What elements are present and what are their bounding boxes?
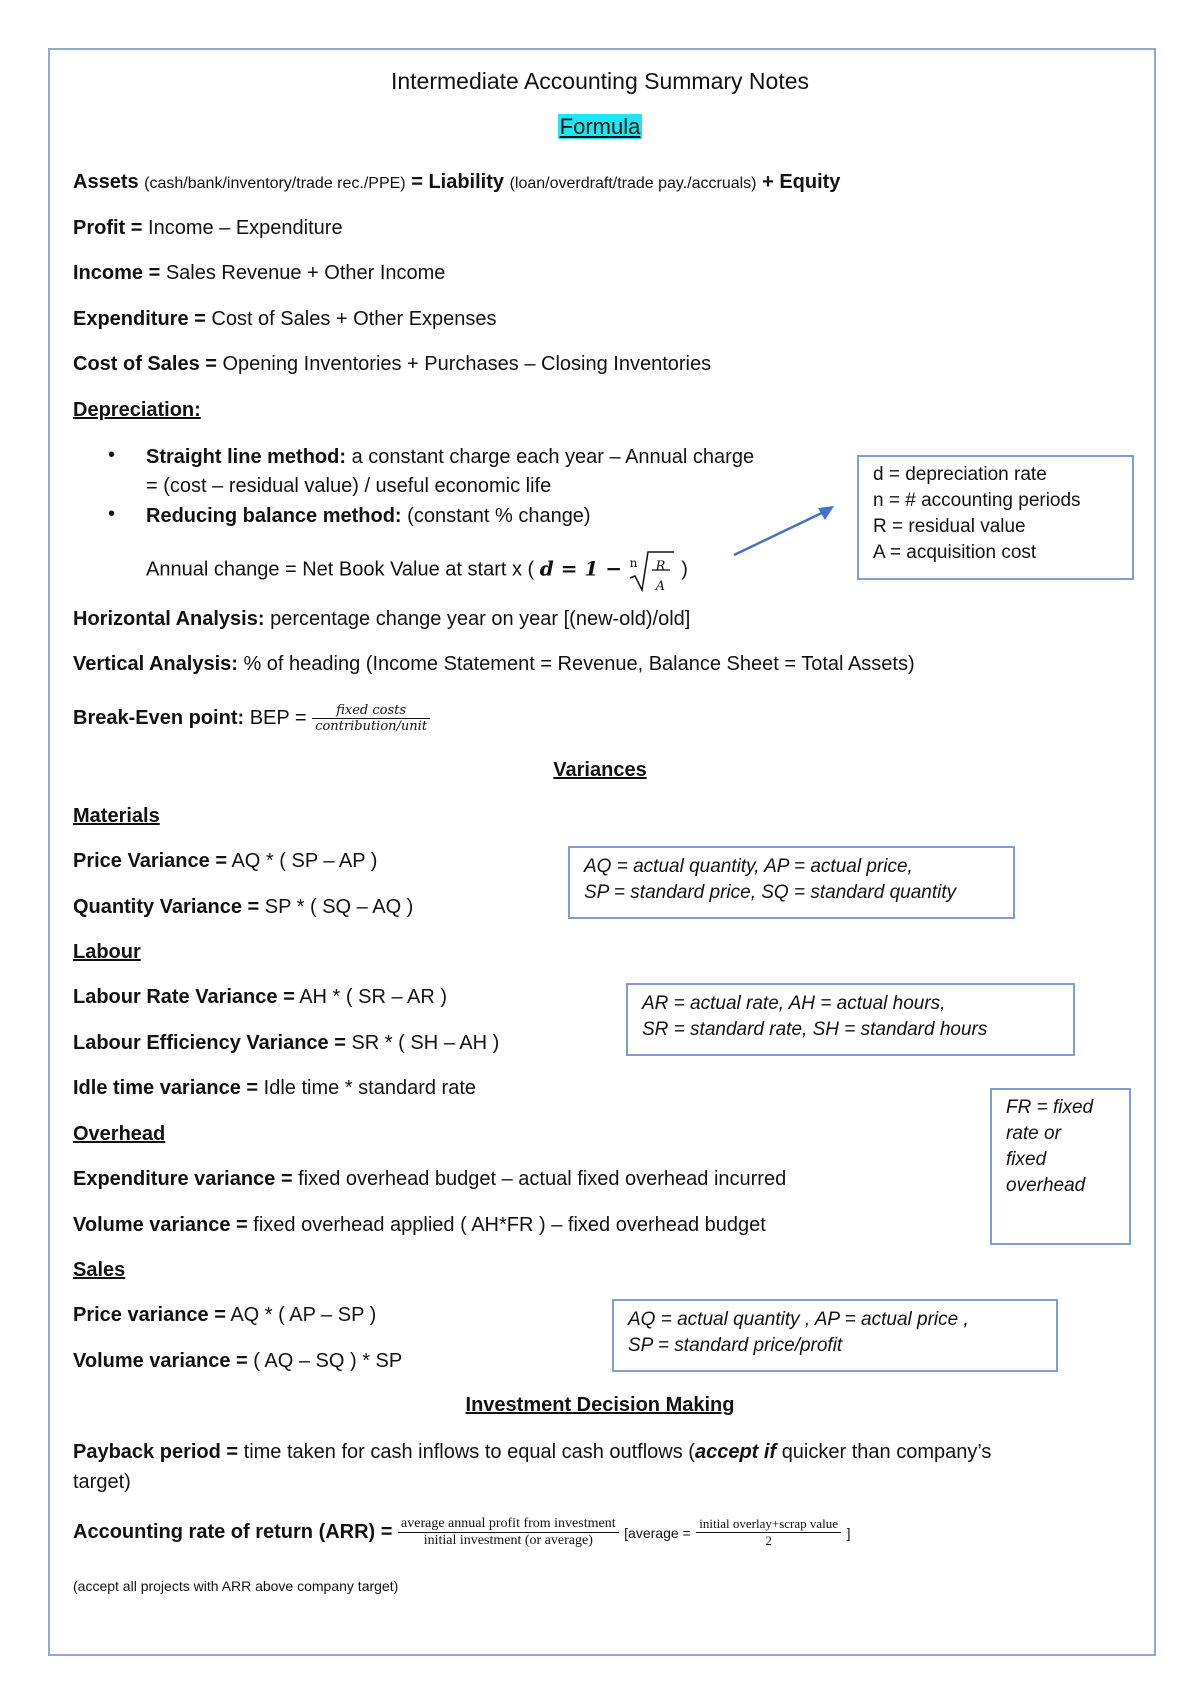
legend-line: SP = standard price/profit bbox=[628, 1335, 843, 1356]
overhead-heading: Overhead bbox=[73, 1123, 166, 1145]
sales-heading: Sales bbox=[73, 1259, 126, 1281]
horizontal-analysis: Horizontal Analysis: percentage change year on year [(new-old)/old] bbox=[73, 608, 691, 630]
arr-note: (accept all projects with ARR above company target) bbox=[73, 1578, 399, 1594]
assets-formula: Assets (cash/bank/inventory/trade rec./PPE) = Liability (loan/overdraft/trade pay./accruals) + Equity bbox=[73, 171, 841, 193]
legend-line: overhead bbox=[1006, 1175, 1086, 1196]
sales-legend-box bbox=[612, 1299, 1058, 1372]
materials-quantity-variance: Quantity Variance = SP * ( SQ – AQ ) bbox=[73, 896, 414, 918]
legend-line: rate or bbox=[1006, 1123, 1061, 1144]
overhead-expenditure-variance: Expenditure variance = fixed overhead budget – actual fixed overhead incurred bbox=[73, 1168, 787, 1190]
labour-legend-box bbox=[626, 983, 1075, 1056]
materials-legend-box bbox=[568, 846, 1015, 919]
root-symbol-icon bbox=[628, 548, 676, 592]
bep-fraction: $\frac{\text{fixed costs}}{\text{contribution/unit}}$ bbox=[312, 703, 430, 734]
straight-line-formula: = (cost – residual value) / useful economic life bbox=[146, 475, 552, 497]
legend-line: n = # accounting periods bbox=[873, 490, 1081, 511]
sales-price-variance: Price variance = AQ * ( AP – SP ) bbox=[73, 1304, 377, 1326]
labour-efficiency-variance: Labour Efficiency Variance = SR * ( SH – AH ) bbox=[73, 1032, 500, 1054]
vertical-analysis: Vertical Analysis: % of heading (Income Statement = Revenue, Balance Sheet = Total Assets) bbox=[73, 653, 915, 675]
cost-of-sales-formula: Cost of Sales = Opening Inventories + Purchases – Closing Inventories bbox=[73, 353, 712, 375]
income-formula: Income = Sales Revenue + Other Income bbox=[73, 262, 446, 284]
depreciation-heading: Depreciation: bbox=[73, 399, 201, 421]
profit-formula: Profit = Income – Expenditure bbox=[73, 217, 343, 239]
legend-line: R = residual value bbox=[873, 516, 1026, 537]
expenditure-formula: Expenditure = Cost of Sales + Other Expenses bbox=[73, 308, 497, 330]
legend-line: FR = fixed bbox=[1006, 1097, 1094, 1118]
arrow-icon bbox=[730, 500, 840, 560]
materials-heading: Materials bbox=[73, 805, 160, 827]
annual-change-formula: Annual change = Net Book Value at start x ( d = 1 − n R A ) bbox=[146, 548, 688, 592]
accounting-rate-of-return: Accounting rate of return (ARR) = $\frac{\text{average annual profit from investment}}{\text{initial investment (or average)}}$ [average = $\frac{\text{initial overlay+scrap value}}{2}$ ] bbox=[73, 1516, 851, 1549]
depreciation-legend-box bbox=[857, 455, 1134, 580]
bullet-dot: • bbox=[108, 444, 116, 466]
bullet-dot: • bbox=[108, 503, 116, 525]
legend-line: SR = standard rate, SH = standard hours bbox=[642, 1019, 988, 1040]
labour-heading: Labour bbox=[73, 941, 141, 963]
legend-line: d = depreciation rate bbox=[873, 464, 1047, 485]
average-fraction: $\frac{\text{initial overlay+scrap value}}{2}$ bbox=[696, 1516, 841, 1549]
straight-line-method: Straight line method: a constant charge each year – Annual charge bbox=[146, 446, 755, 468]
arr-fraction: $\frac{\text{average annual profit from investment}}{\text{initial investment (or average)}}$ bbox=[398, 1516, 619, 1549]
legend-line: AQ = actual quantity, AP = actual price, bbox=[584, 856, 913, 877]
payback-period-continued: target) bbox=[73, 1471, 131, 1493]
legend-line: AR = actual rate, AH = actual hours, bbox=[642, 993, 946, 1014]
legend-line: SP = standard price, SQ = standard quantity bbox=[584, 882, 957, 903]
page-title: Intermediate Accounting Summary Notes bbox=[390, 68, 810, 94]
nth-root: n R A bbox=[628, 548, 676, 592]
legend-line: AQ = actual quantity , AP = actual price , bbox=[628, 1309, 969, 1330]
break-even-point: Break-Even point: BEP = $\frac{\text{fixed costs}}{\text{contribution/unit}}$ bbox=[73, 698, 430, 738]
variances-heading: Variances bbox=[553, 759, 647, 781]
labour-rate-variance: Labour Rate Variance = AH * ( SR – AR ) bbox=[73, 986, 448, 1008]
legend-line: A = acquisition cost bbox=[873, 542, 1037, 563]
overhead-legend-box bbox=[990, 1088, 1131, 1245]
legend-line: fixed bbox=[1006, 1149, 1047, 1170]
overhead-volume-variance: Volume variance = fixed overhead applied ( AH*FR ) – fixed overhead budget bbox=[73, 1214, 766, 1236]
payback-period: Payback period = time taken for cash inflows to equal cash outflows (accept if quicker than company’s bbox=[73, 1441, 992, 1463]
idle-time-variance: Idle time variance = Idle time * standard rate bbox=[73, 1077, 477, 1099]
reducing-balance-method: Reducing balance method: (constant % change) bbox=[146, 505, 591, 527]
investment-heading: Investment Decision Making bbox=[465, 1394, 735, 1416]
formula-heading: Formula bbox=[559, 114, 641, 139]
materials-price-variance: Price Variance = AQ * ( SP – AP ) bbox=[73, 850, 378, 872]
sales-volume-variance: Volume variance = ( AQ – SQ ) * SP bbox=[73, 1350, 403, 1372]
